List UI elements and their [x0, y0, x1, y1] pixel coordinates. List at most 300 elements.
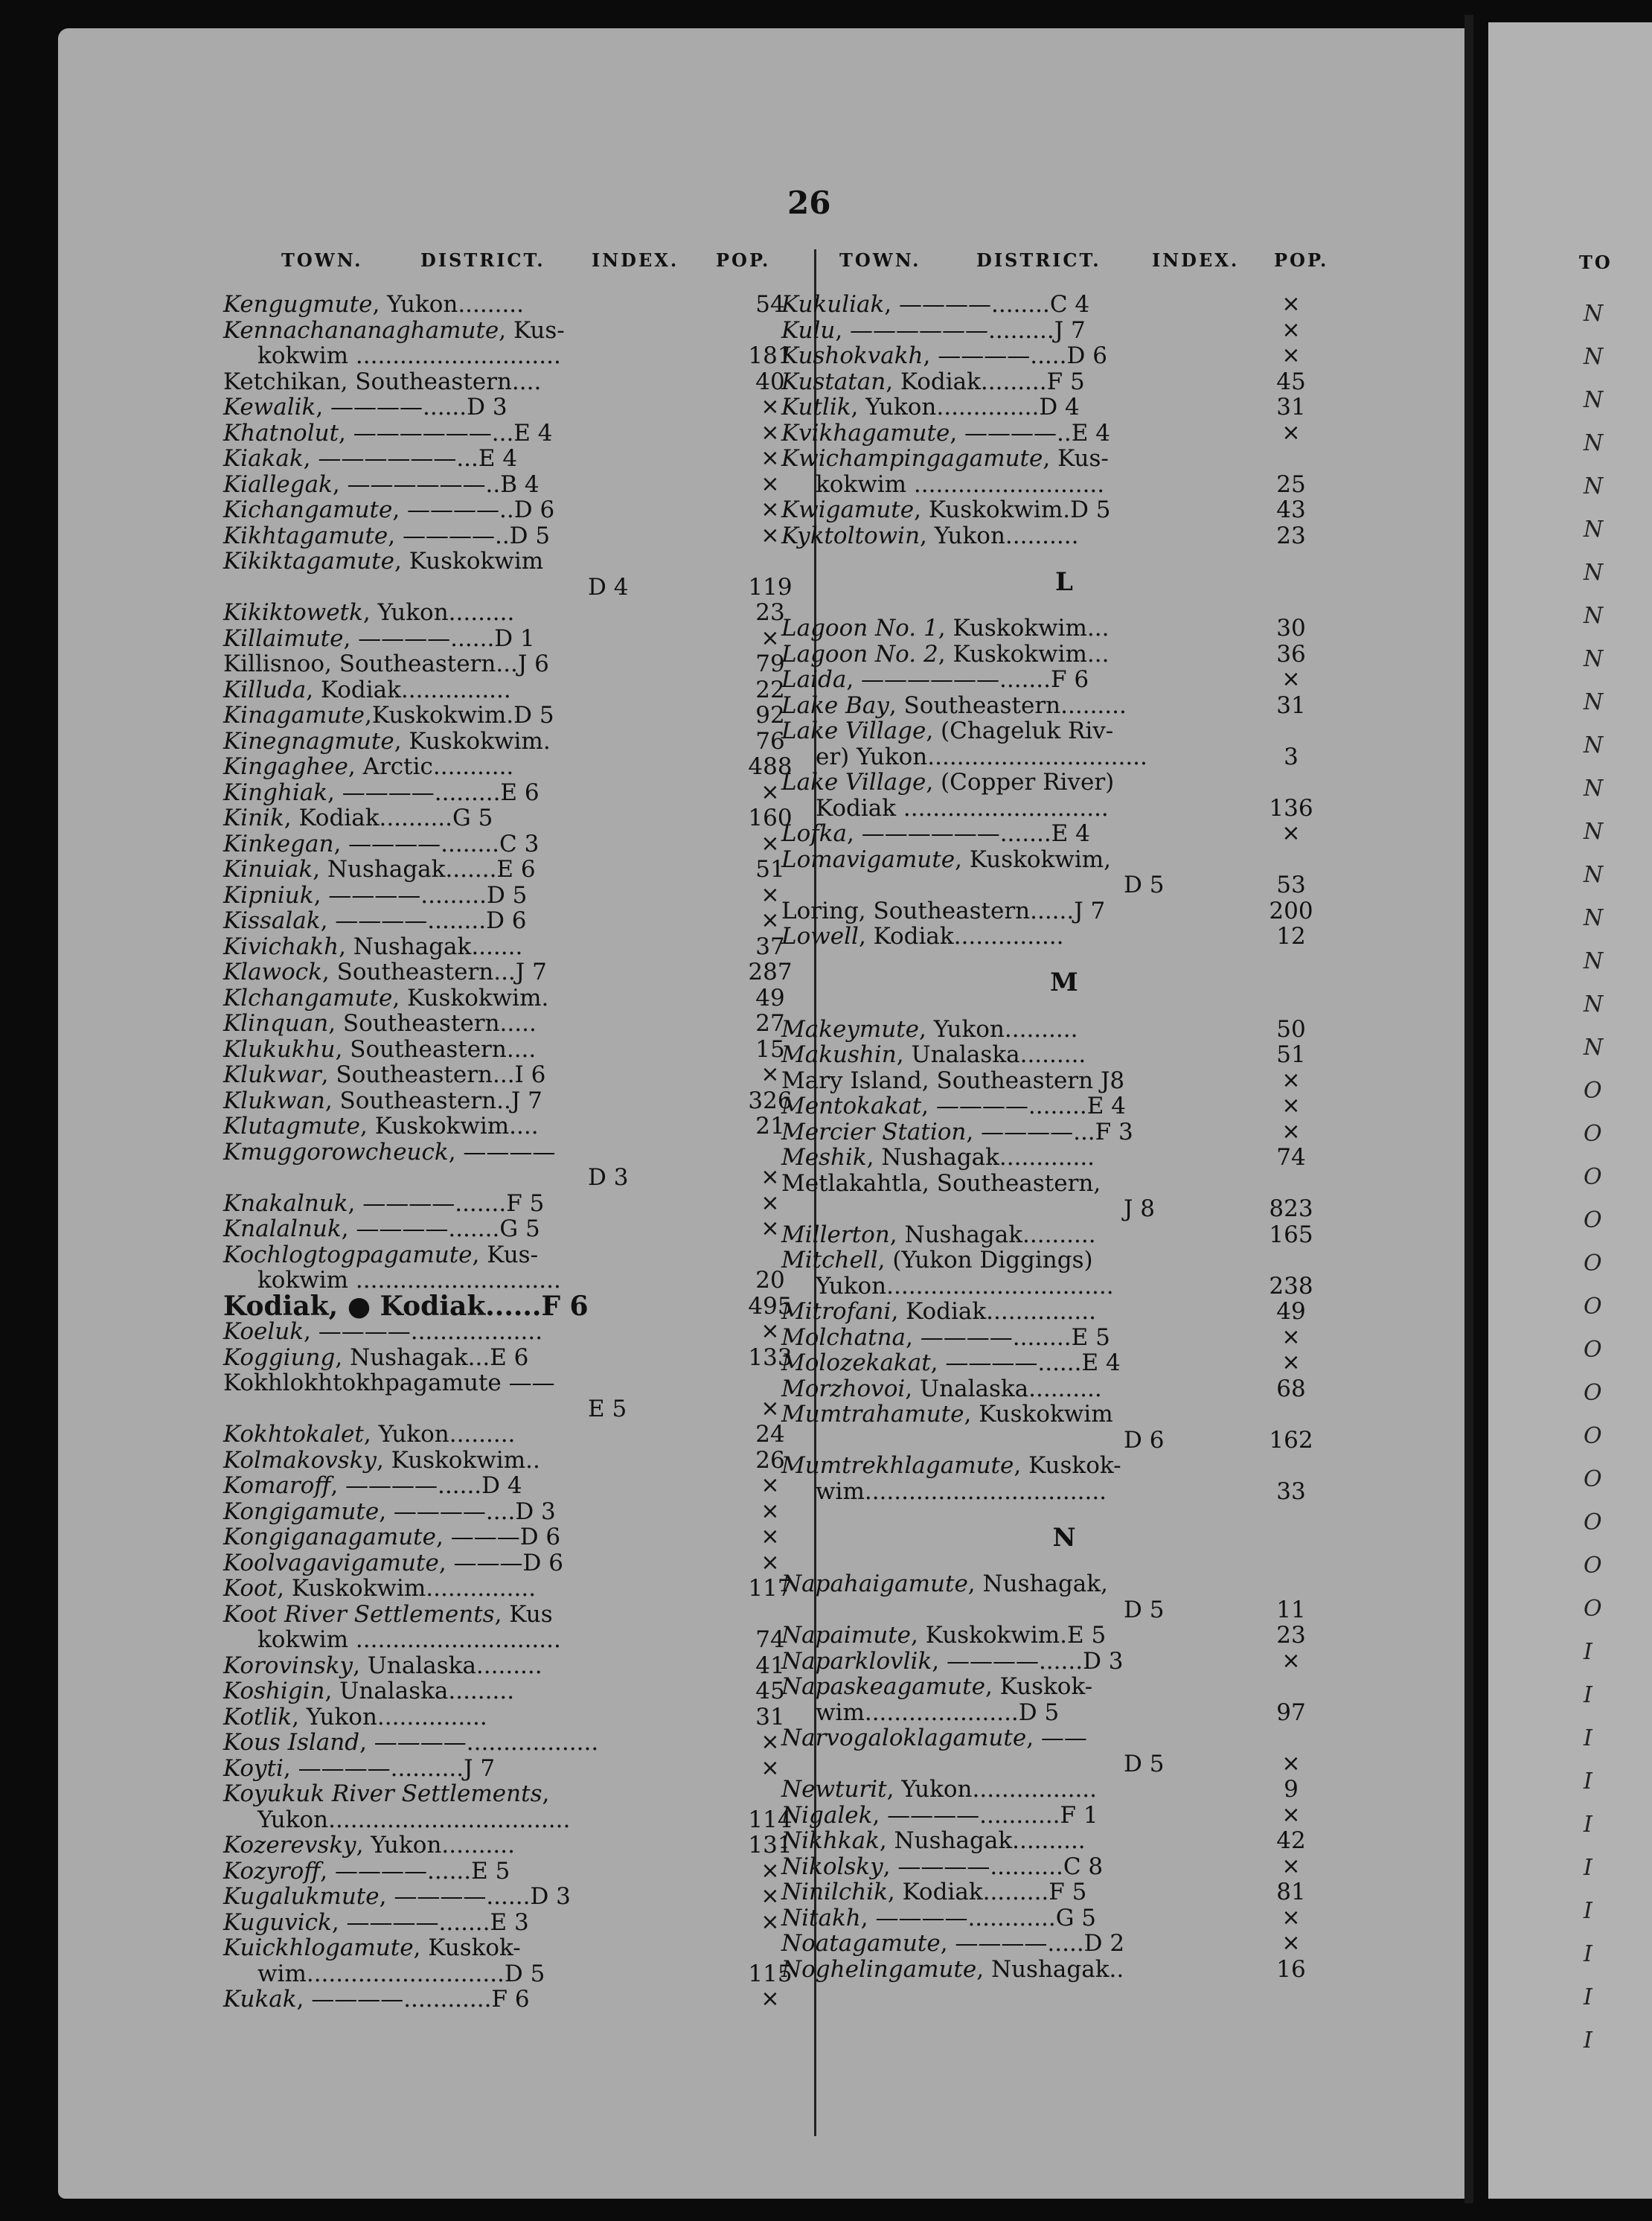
population-value: 27 [755, 1010, 785, 1037]
town-name: Kokhlokhtokhpagamute —— [223, 1370, 555, 1396]
right-page-fragment: N [1584, 560, 1604, 586]
town-name: Koeluk, ————.................. [223, 1318, 543, 1345]
population-value: 37 [755, 933, 785, 960]
town-name: D 5 [1124, 1750, 1165, 1777]
town-entry [781, 1222, 1347, 1248]
population-value: × [761, 1061, 780, 1087]
population-value: 49 [755, 984, 785, 1012]
header-town-2: TOWN. [839, 249, 921, 271]
population-value: 200 [1269, 897, 1313, 924]
town-name: Klukwar, Southeastern...I 6 [223, 1061, 546, 1088]
town-entry [223, 1242, 826, 1268]
town-entry [223, 831, 826, 857]
town-entry [223, 1627, 826, 1653]
town-entry [223, 857, 826, 883]
town-name: Kongiganagamute, ———D 6 [223, 1524, 561, 1550]
town-name: Koggiung, Nushagak...E 6 [223, 1343, 529, 1371]
population-value: × [1281, 419, 1301, 446]
town-entry [781, 642, 1347, 668]
town-entry [223, 934, 826, 960]
population-value: × [761, 1318, 780, 1344]
population-value: 51 [755, 856, 785, 883]
town-name: Klawock, Southeastern...J 7 [223, 959, 547, 985]
town-name: Meshik, Nushagak............. [781, 1144, 1095, 1171]
population-value: × [761, 1883, 780, 1909]
town-entry [781, 1803, 1347, 1829]
town-name: Kiakak, ——————...E 4 [223, 445, 518, 472]
town-entry [781, 1957, 1347, 1983]
town-entry [223, 1088, 826, 1114]
population-value: 114 [748, 1806, 793, 1833]
right-page-fragment: I [1584, 1682, 1592, 1708]
population-value: × [1281, 1801, 1301, 1828]
town-entry [781, 523, 1347, 549]
right-page-fragment: O [1584, 1164, 1602, 1190]
population-value: 54 [755, 291, 785, 318]
town-name: Lowell, Kodiak............... [781, 923, 1064, 950]
town-entry [781, 1777, 1347, 1803]
right-page-fragment: O [1584, 1380, 1602, 1406]
town-name: Lofka, ——————.......E 4 [781, 820, 1090, 847]
population-value: × [1281, 1930, 1301, 1956]
town-entry [781, 1247, 1347, 1274]
town-name: Napaimute, Kuskokwim.E 5 [781, 1622, 1107, 1649]
town-entry [223, 1576, 826, 1602]
town-name: Komaroff, ————......D 4 [223, 1472, 522, 1499]
town-name: D 5 [1124, 872, 1165, 898]
town-name: Killisnoo, Southeastern...J 6 [223, 651, 549, 677]
population-value: × [761, 624, 780, 651]
town-entry [781, 292, 1347, 318]
town-entry [781, 1725, 1347, 1751]
population-value: × [761, 1729, 780, 1755]
right-page-fragment: O [1584, 1509, 1602, 1535]
population-value: × [761, 830, 780, 857]
page-number: 26 [787, 185, 831, 221]
population-value: × [761, 779, 780, 805]
town-name: Millerton, Nushagak.......... [781, 1221, 1096, 1248]
town-name: wim...........................D 5 [257, 1960, 545, 1987]
population-value: 23 [1276, 1622, 1306, 1649]
town-name: Kukuliak, ————........C 4 [781, 291, 1090, 318]
town-entry [223, 1268, 826, 1294]
section-letter-text: N [1052, 1522, 1076, 1553]
population-value: 326 [748, 1087, 793, 1114]
town-entry [781, 369, 1347, 395]
town-entry [781, 1854, 1347, 1880]
section-letter [781, 549, 1347, 616]
town-name: Koolvagavigamute, ———D 6 [223, 1549, 563, 1576]
population-value: 162 [1269, 1426, 1313, 1454]
population-value: 33 [1276, 1477, 1306, 1505]
right-page-fragment: I [1584, 1768, 1592, 1795]
population-value: 16 [1276, 1955, 1306, 1983]
town-name: Kinuiak, Nushagak.......E 6 [223, 856, 536, 883]
right-page-fragment: N [1584, 344, 1604, 370]
town-name: Nitakh, ————............G 5 [781, 1904, 1097, 1931]
town-name: Nikhkak, Nushagak.......... [781, 1827, 1086, 1854]
town-entry [781, 1068, 1347, 1094]
town-entry [781, 1674, 1347, 1700]
town-entry [223, 1987, 826, 2013]
town-entry [781, 394, 1347, 421]
right-page-header: TO [1579, 252, 1613, 273]
town-entry [223, 1550, 826, 1576]
town-entry [781, 1145, 1347, 1171]
town-entry [781, 318, 1347, 344]
town-entry [781, 1453, 1347, 1479]
town-name: Kissalak, ————........D 6 [223, 907, 527, 934]
town-entry [223, 754, 826, 780]
population-value: × [761, 1524, 780, 1550]
town-entry [781, 821, 1347, 847]
town-name: Makushin, Unalaska......... [781, 1041, 1086, 1068]
town-entry [781, 744, 1347, 770]
town-name: D 5 [1124, 1596, 1165, 1623]
population-value: 15 [755, 1035, 785, 1063]
town-entry [781, 1325, 1347, 1351]
population-value: 21 [755, 1113, 785, 1140]
right-page-fragment: N [1584, 819, 1604, 845]
header-town: TOWN. [281, 249, 363, 271]
population-value: 131 [748, 1832, 793, 1859]
town-entry [223, 343, 826, 369]
population-value: 495 [748, 1292, 793, 1320]
town-name: Laida, ——————.......F 6 [781, 666, 1089, 693]
town-name: Killuda, Kodiak............... [223, 676, 511, 703]
population-value: 43 [1276, 496, 1306, 523]
right-page-fragment: O [1584, 1250, 1602, 1276]
town-name: Mitrofani, Kodiak............... [781, 1298, 1096, 1325]
town-name: Lomavigamute, Kuskokwim, [781, 846, 1112, 873]
right-page-fragment: N [1584, 387, 1604, 413]
population-value: 23 [1276, 522, 1306, 549]
town-name: Klinquan, Southeastern..... [223, 1010, 537, 1037]
right-page-fragment: O [1584, 1553, 1602, 1579]
population-value: × [761, 394, 780, 420]
town-name: Kolmakovsky, Kuskokwim.. [223, 1446, 540, 1474]
town-entry [781, 446, 1347, 472]
town-name: Kokhtokalet, Yukon......... [223, 1421, 516, 1448]
town-entry [781, 1299, 1347, 1325]
population-value: 133 [748, 1343, 793, 1371]
population-value: 30 [1276, 615, 1306, 642]
population-value: 53 [1276, 872, 1306, 898]
town-entry [223, 1216, 826, 1242]
town-entry [781, 1931, 1347, 1957]
town-entry [781, 1042, 1347, 1068]
town-entry [781, 1905, 1347, 1931]
town-entry [223, 677, 826, 703]
town-entry [223, 1370, 826, 1396]
population-value: 50 [1276, 1015, 1306, 1043]
population-value: 20 [755, 1267, 785, 1294]
town-name: Nikolsky, ————..........C 8 [781, 1853, 1104, 1880]
population-value: 12 [1276, 923, 1306, 950]
right-page-fragment: O [1584, 1207, 1602, 1233]
town-name: Napaskeagamute, Kuskok- [781, 1673, 1093, 1700]
town-entry [781, 1376, 1347, 1402]
population-value: 3 [1284, 743, 1299, 770]
town-name: er) Yukon.............................. [816, 743, 1147, 770]
right-page-fragment: O [1584, 1294, 1602, 1320]
town-name: Lake Village, (Copper River) [781, 769, 1115, 796]
right-page-fragment: N [1584, 905, 1604, 931]
town-name: J 8 [1124, 1195, 1156, 1222]
population-value: × [761, 881, 780, 908]
population-value: × [761, 1549, 780, 1576]
town-name: Kewalik, ————......D 3 [223, 394, 508, 421]
town-name: Kyktoltowin, Yukon.......... [781, 522, 1079, 549]
town-entry [223, 1191, 826, 1217]
population-value: × [1281, 291, 1301, 317]
town-entry [223, 446, 826, 472]
town-entry [223, 1473, 826, 1499]
town-name: Klukwan, Southeastern..J 7 [223, 1087, 542, 1114]
header-district-2: DISTRICT. [976, 249, 1101, 271]
town-entry [781, 1751, 1347, 1777]
town-entry [223, 1011, 826, 1037]
population-value: × [1281, 1647, 1301, 1674]
population-value: × [1281, 1349, 1301, 1375]
town-entry [223, 729, 826, 755]
population-value: 92 [755, 702, 785, 729]
population-value: × [761, 470, 780, 497]
town-name: D 4 [588, 573, 629, 601]
town-name: Koot, Kuskokwim............... [223, 1575, 537, 1602]
right-page-fragment: O [1584, 1337, 1602, 1363]
population-value: 31 [1276, 691, 1306, 719]
header-index: INDEX. [592, 249, 679, 271]
town-name: Molozekakat, ————......E 4 [781, 1349, 1121, 1376]
right-page-fragment: I [1584, 1941, 1592, 1967]
population-value: 136 [1269, 794, 1313, 822]
town-name: Kustatan, Kodiak.........F 5 [781, 368, 1085, 395]
town-name: Loring, Southeastern......J 7 [781, 897, 1106, 924]
population-value: 160 [748, 805, 793, 831]
town-entry [781, 1350, 1347, 1376]
right-page-fragment: N [1584, 603, 1604, 629]
town-entry [781, 1879, 1347, 1905]
town-entry [781, 924, 1347, 950]
header-index-2: INDEX. [1152, 249, 1240, 271]
population-value: 79 [755, 651, 785, 677]
town-entry [781, 1649, 1347, 1675]
population-value: × [761, 445, 780, 471]
town-name: Kikiktagamute, Kuskokwim [223, 548, 544, 575]
town-name: D 6 [1124, 1426, 1165, 1454]
town-name: Yukon............................... [816, 1272, 1114, 1300]
right-page-fragment: O [1584, 1423, 1602, 1449]
population-value: × [761, 1754, 780, 1781]
town-name: Kwichampingagamute, Kus- [781, 445, 1109, 472]
town-name: Nigalek, ————...........F 1 [781, 1801, 1098, 1829]
town-entry [223, 549, 826, 575]
right-page-fragment: N [1584, 646, 1604, 672]
town-name: Knalalnuk, ————.......G 5 [223, 1215, 540, 1242]
town-name: Kinkegan, ————........C 3 [223, 830, 540, 857]
town-entry [223, 1602, 826, 1628]
right-page-fragment: I [1584, 1639, 1592, 1665]
town-entry [781, 1597, 1347, 1623]
right-page-fragment: I [1584, 1725, 1592, 1751]
header-district: DISTRICT. [420, 249, 545, 271]
town-name: Mercier Station, ————...F 3 [781, 1118, 1133, 1145]
town-entry [781, 421, 1347, 447]
population-value: × [1281, 1067, 1301, 1093]
town-name: Kozerevsky, Yukon.......... [223, 1832, 515, 1859]
population-value: 31 [755, 1703, 785, 1731]
population-value: 117 [748, 1575, 793, 1602]
town-entry [781, 1171, 1347, 1197]
town-entry [223, 292, 826, 318]
town-entry [781, 796, 1347, 822]
town-entry [223, 523, 826, 549]
town-name: Kodiak ............................ [816, 794, 1109, 822]
page-fold [1464, 15, 1473, 2203]
population-value: × [761, 1189, 780, 1216]
town-name: E 5 [588, 1395, 627, 1422]
population-value: 31 [1276, 394, 1306, 421]
population-value: × [761, 1908, 780, 1935]
town-name: Molchatna, ————........E 5 [781, 1323, 1110, 1351]
town-name: Morzhovoi, Unalaska.......... [781, 1375, 1102, 1402]
town-name: Lagoon No. 1, Kuskokwim... [781, 615, 1110, 642]
town-name: Kichangamute, ————..D 6 [223, 496, 555, 523]
town-name: Kochlogtogpagamute, Kus- [223, 1241, 539, 1268]
population-value: × [761, 1164, 780, 1190]
town-name: Knakalnuk, ————.......F 5 [223, 1189, 545, 1217]
population-value: 97 [1276, 1698, 1306, 1726]
town-entry [223, 1884, 826, 1910]
town-name: Kutlik, Yukon..............D 4 [781, 394, 1080, 421]
population-value: × [761, 907, 780, 933]
town-name: Ninilchik, Kodiak.........F 5 [781, 1879, 1087, 1905]
town-name: Yukon................................. [257, 1806, 571, 1833]
town-entry [223, 369, 826, 395]
town-name: Kinik, Kodiak..........G 5 [223, 805, 493, 831]
population-value: 238 [1269, 1272, 1313, 1300]
town-entry [781, 1017, 1347, 1043]
population-value: 11 [1276, 1596, 1306, 1623]
population-value: × [761, 1215, 780, 1241]
right-page-fragment: N [1584, 473, 1604, 499]
town-entry [223, 703, 826, 729]
population-value: × [1281, 1904, 1301, 1931]
right-page-fragment: I [1584, 1855, 1592, 1881]
right-page-fragment: N [1584, 732, 1604, 758]
town-name: Kotlik, Yukon............... [223, 1703, 487, 1731]
town-entry [781, 1428, 1347, 1454]
right-page-fragment: N [1584, 301, 1604, 327]
population-value: 74 [755, 1626, 785, 1653]
town-name: wim................................. [816, 1477, 1107, 1505]
population-value: 68 [1276, 1375, 1306, 1402]
population-value: 26 [755, 1446, 785, 1474]
town-name: Noghelingamute, Nushagak.. [781, 1955, 1124, 1983]
section-letter-text: M [1050, 968, 1078, 998]
town-entry [223, 497, 826, 523]
right-page-fragment: N [1584, 948, 1604, 974]
town-name: Kipniuk, ————.........D 5 [223, 881, 528, 909]
town-name: kokwim .......................... [816, 470, 1105, 498]
town-entry [781, 1700, 1347, 1726]
town-entry [223, 1756, 826, 1782]
right-page-fragment: O [1584, 1121, 1602, 1147]
population-value: × [1281, 1118, 1301, 1145]
town-name: Mumtrahamute, Kuskokwim [781, 1401, 1113, 1428]
right-page-fragment: I [1584, 1812, 1592, 1838]
population-value: 165 [1269, 1221, 1313, 1248]
town-entry [223, 1961, 826, 1987]
town-name: Lagoon No. 2, Kuskokwim... [781, 640, 1110, 668]
town-entry [781, 872, 1347, 898]
town-name: Khatnolut, ——————...E 4 [223, 419, 553, 447]
population-value: × [1281, 820, 1301, 846]
population-value: 823 [1269, 1195, 1313, 1222]
town-entry [223, 1653, 826, 1679]
right-page-fragment: I [1584, 2027, 1592, 2054]
town-name: Makeymute, Yukon.......... [781, 1015, 1078, 1043]
town-entry [223, 600, 826, 626]
town-entry [781, 1828, 1347, 1854]
right-page-fragment: N [1584, 776, 1604, 802]
town-entry [223, 1499, 826, 1525]
town-entry [781, 616, 1347, 642]
town-entry [781, 770, 1347, 796]
town-name: Kous Island, ————.................. [223, 1729, 599, 1756]
town-entry [223, 1910, 826, 1936]
population-value: × [1281, 316, 1301, 343]
town-name: Naparklovlik, ————......D 3 [781, 1647, 1124, 1675]
town-entry [223, 1935, 826, 1961]
town-entry [781, 1571, 1347, 1597]
town-entry [223, 1165, 826, 1191]
town-name: Kongigamute, ————....D 3 [223, 1498, 556, 1525]
header-pop: POP. [716, 249, 771, 271]
town-entry [781, 718, 1347, 744]
population-value: × [1281, 1323, 1301, 1350]
population-value: × [761, 1986, 780, 2012]
population-value: × [761, 1857, 780, 1884]
town-name: Kulu, ——————.........J 7 [781, 316, 1086, 344]
town-name: Mary Island, Southeastern J8 [781, 1067, 1125, 1094]
right-page-fragment: O [1584, 1466, 1602, 1492]
population-value: 115 [748, 1960, 793, 1987]
town-name: Kugalukmute, ————......D 3 [223, 1883, 571, 1910]
town-entry [223, 1678, 826, 1704]
right-page-fragment: N [1584, 991, 1604, 1017]
population-value: 42 [1276, 1827, 1306, 1854]
town-name: Kozyroff, ————......E 5 [223, 1857, 510, 1885]
town-entry [781, 1093, 1347, 1119]
town-name: Killaimute, ————......D 1 [223, 624, 535, 652]
town-column-right [781, 292, 1347, 1982]
town-entry [223, 805, 826, 831]
town-entry [223, 1730, 826, 1756]
population-value: 25 [1276, 470, 1306, 498]
town-name: kokwim ............................ [257, 1267, 561, 1294]
town-entry [223, 1832, 826, 1859]
town-entry [223, 1319, 826, 1345]
town-entry [223, 1113, 826, 1140]
town-name: Korovinsky, Unalaska......... [223, 1652, 542, 1679]
town-entry [223, 575, 826, 601]
population-value: 41 [755, 1652, 785, 1679]
town-entry [223, 1781, 826, 1807]
town-entry [781, 693, 1347, 719]
town-name: wim.....................D 5 [816, 1698, 1060, 1726]
